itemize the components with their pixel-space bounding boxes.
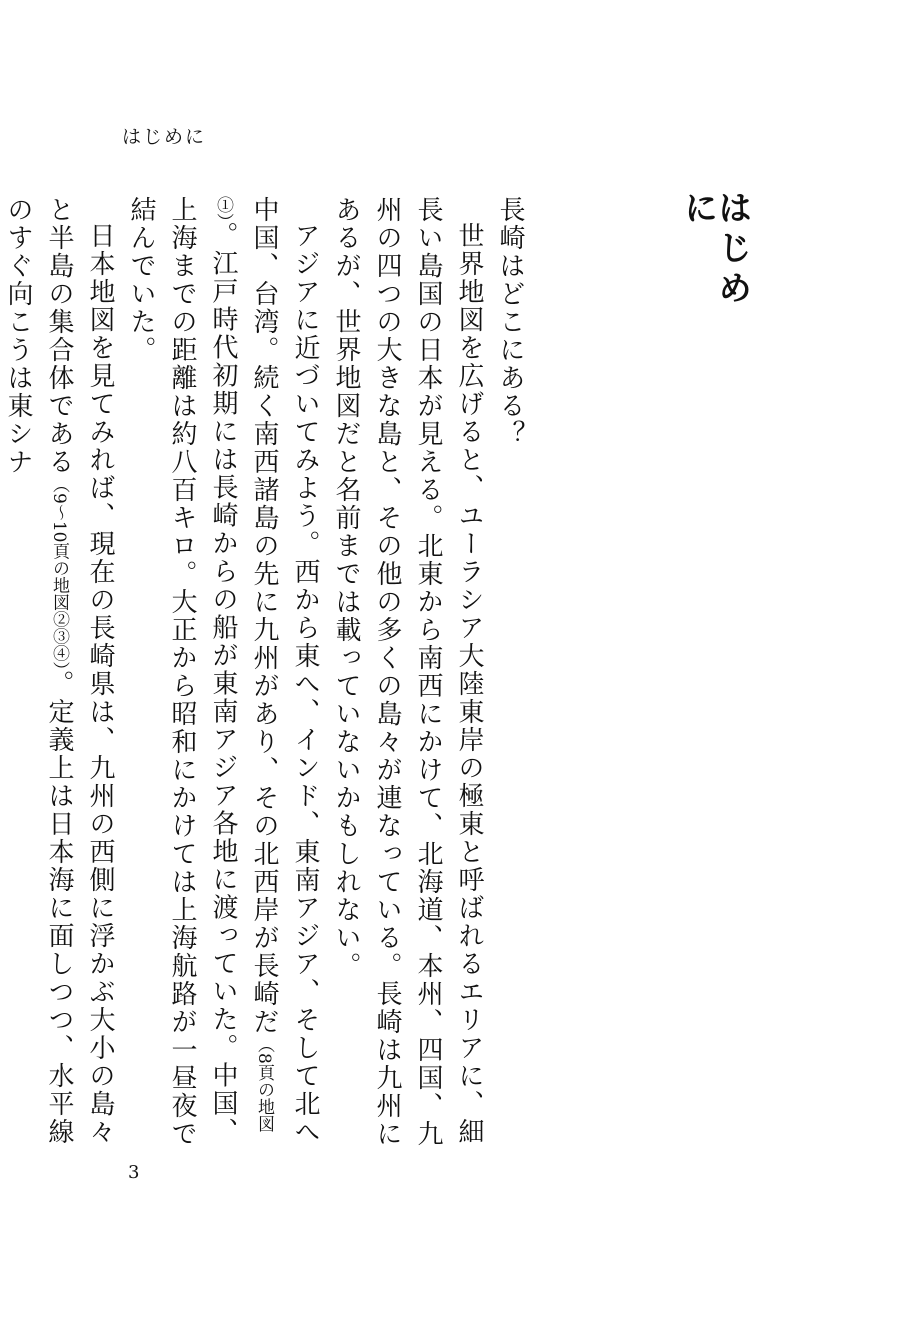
map-reference-note: （9〜10頁の地図②③④） — [49, 476, 69, 670]
body-text — [3, 196, 530, 1156]
paragraph-2-text-b: 。江戸時代初期には長崎からの船が東南アジア各地に渡っていた。中国、上海までの距離は約八百キロ。大正から昭和にかけては上海航路が一昼夜で結んでいた。 — [126, 196, 238, 1148]
map-reference-note: （8頁の地図①） — [213, 196, 274, 1132]
paragraph-1 — [325, 196, 489, 1156]
chapter-title: はじめに — [677, 190, 752, 310]
paragraph-3 — [0, 196, 120, 1156]
paragraph-1-text: 世界地図を広げると、ユーラシア大陸東岸の極東と呼ばれるエリアに、細長い島国の日本が見える。北東から南西にかけて、北海道、本州、四国、九州の四つの大きな島と、その他の多くの島々が連なっている。長崎は九州にあるが、世界地図だと名前までは載っていないかもしれない。 — [331, 196, 484, 1148]
running-head: はじめに — [122, 126, 207, 148]
paragraph-2-text-a: アジアに近づいてみよう。西から東へ、インド、東南アジア、そして北へ中国、台湾。続く南西諸島の先に九州があり、その北西岸が長崎だ — [249, 196, 320, 1146]
page-number: 3 — [128, 1162, 140, 1183]
paragraph-2 — [120, 196, 325, 1156]
paragraph-3-text-a: 日本地図を見てみれば、現在の長崎県は、九州の西側に浮かぶ大小の島々と半島の集合体である — [44, 196, 115, 1146]
section-heading: 長崎はどこにある？ — [495, 196, 525, 448]
paragraph-3-text-b: 。定義上は日本海に面しつつ、水平線のすぐ向こうは東シナ — [3, 196, 74, 1146]
